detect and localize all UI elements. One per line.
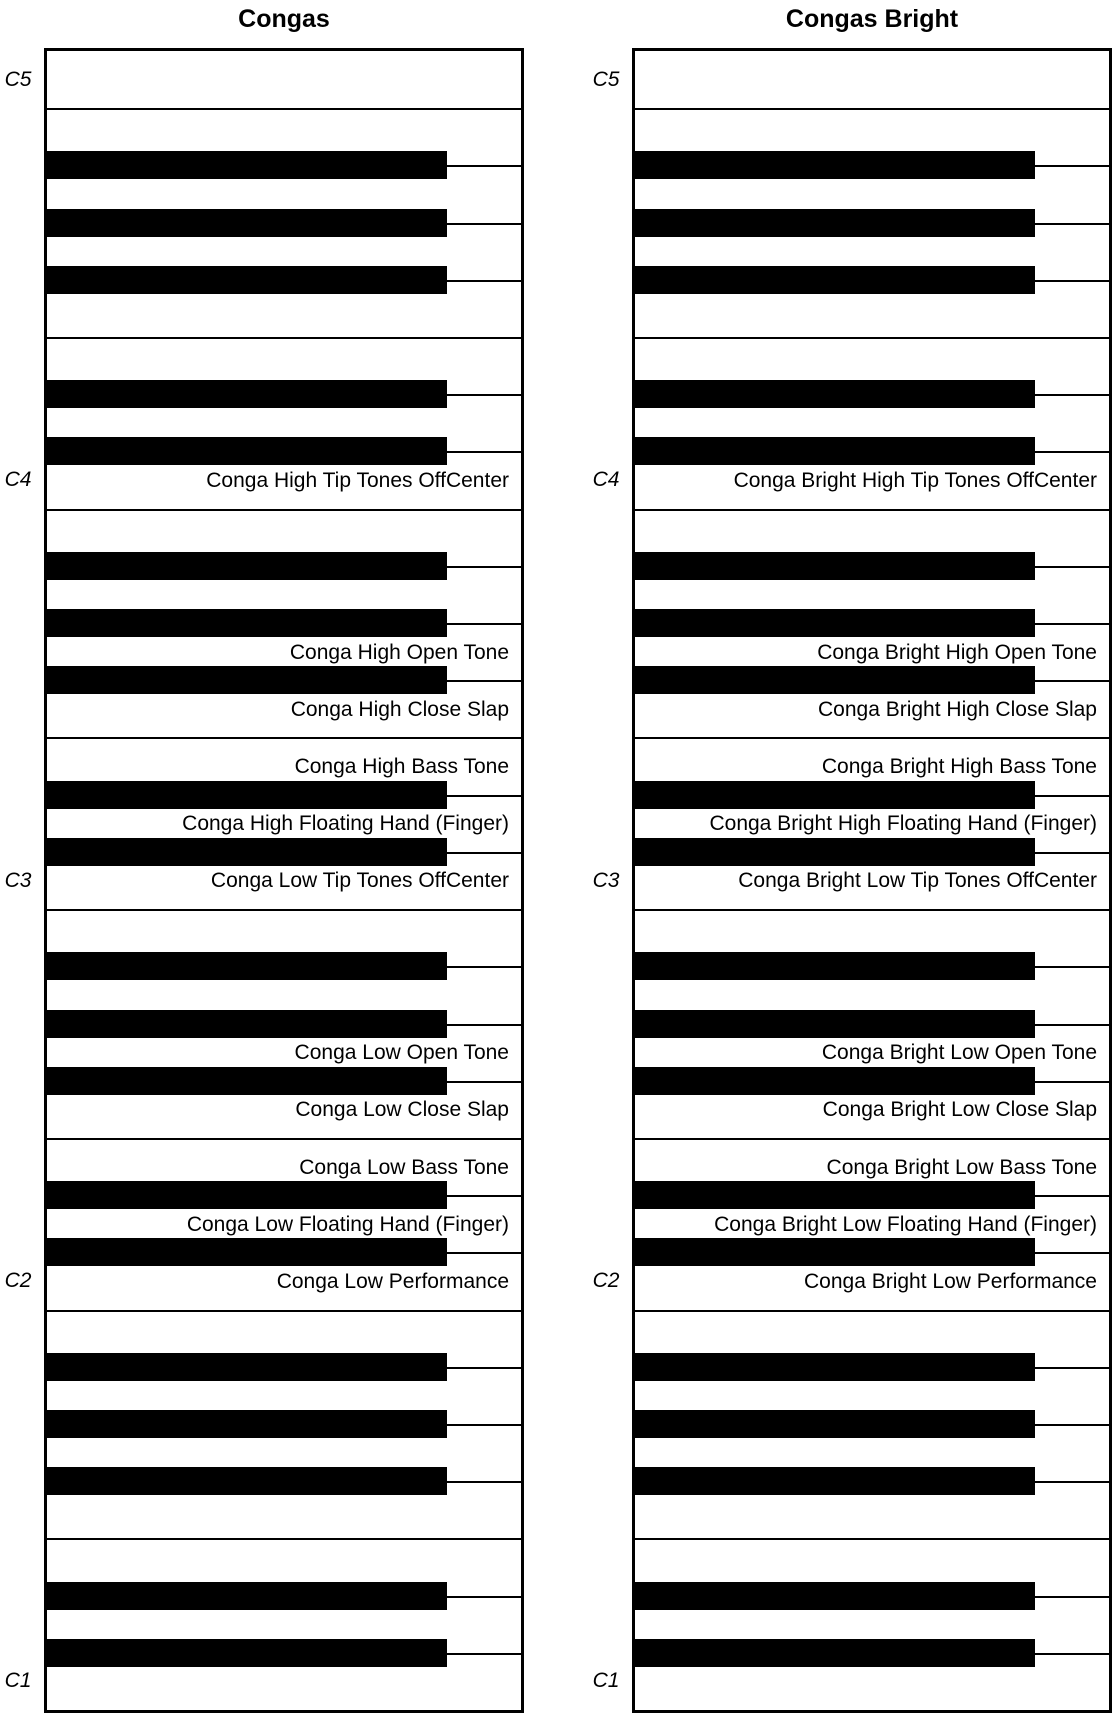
black-key-cs3[interactable] <box>47 838 447 866</box>
white-key-label: Conga High Close Slap <box>290 697 509 721</box>
white-key-label: Conga Bright Low Tip Tones OffCenter <box>738 869 1097 893</box>
white-key-label: Conga Low Open Tone <box>294 1041 509 1065</box>
octave-label: C5 <box>4 67 32 91</box>
panel-title: Congas Bright <box>785 5 959 33</box>
white-key-label: Conga Low Tip Tones OffCenter <box>210 869 509 893</box>
white-key-label: Conga Bright Low Open Tone <box>821 1041 1097 1065</box>
black-key-gs1[interactable] <box>635 1410 1035 1438</box>
black-key-as3[interactable] <box>47 552 447 580</box>
black-key-cs2[interactable] <box>635 1238 1035 1266</box>
octave-label: C4 <box>592 468 620 492</box>
black-key-cs1[interactable] <box>635 1639 1035 1667</box>
octave-label: C4 <box>4 468 32 492</box>
white-key-label: Conga Bright High Tip Tones OffCenter <box>733 469 1097 493</box>
white-key-label: Conga Bright Low Bass Tone <box>826 1155 1097 1179</box>
black-key-cs4[interactable] <box>635 437 1035 465</box>
black-key-fs3[interactable] <box>47 666 447 694</box>
black-key-cs2[interactable] <box>47 1238 447 1266</box>
white-key-label: Conga Bright High Bass Tone <box>821 755 1097 779</box>
white-key-label: Conga Bright High Close Slap <box>818 697 1097 721</box>
white-key-label: Conga Bright Low Performance <box>804 1269 1097 1293</box>
octave-label: C3 <box>592 868 620 892</box>
octave-label: C2 <box>592 1268 620 1292</box>
black-key-gs2[interactable] <box>635 1010 1035 1038</box>
piano-keyboard <box>632 48 1112 1713</box>
white-key-label: Conga Low Performance <box>276 1269 509 1293</box>
black-key-gs4[interactable] <box>635 209 1035 237</box>
black-key-gs4[interactable] <box>47 209 447 237</box>
octave-label: C2 <box>4 1268 32 1292</box>
black-key-as4[interactable] <box>47 151 447 179</box>
white-key-label: Conga High Floating Hand (Finger) <box>182 812 509 836</box>
black-key-ds1[interactable] <box>47 1582 447 1610</box>
black-key-ds2[interactable] <box>47 1181 447 1209</box>
black-key-fs2[interactable] <box>635 1067 1035 1095</box>
octave-label: C5 <box>592 67 620 91</box>
black-key-ds1[interactable] <box>635 1582 1035 1610</box>
black-key-cs3[interactable] <box>635 838 1035 866</box>
black-key-gs3[interactable] <box>635 609 1035 637</box>
octave-label: C1 <box>4 1669 32 1693</box>
black-key-ds3[interactable] <box>635 781 1035 809</box>
white-key-label: Conga Bright High Open Tone <box>817 640 1097 664</box>
black-key-cs4[interactable] <box>47 437 447 465</box>
black-key-fs2[interactable] <box>47 1067 447 1095</box>
black-key-cs1[interactable] <box>47 1639 447 1667</box>
piano-keyboard <box>44 48 524 1713</box>
white-key-c5[interactable] <box>47 51 521 108</box>
black-key-fs1[interactable] <box>47 1467 447 1495</box>
keyboard-panel-right <box>588 0 1115 1718</box>
black-key-gs3[interactable] <box>47 609 447 637</box>
white-key-label: Conga High Open Tone <box>289 640 509 664</box>
black-key-fs3[interactable] <box>635 666 1035 694</box>
black-key-as2[interactable] <box>635 952 1035 980</box>
white-key-label: Conga Low Close Slap <box>295 1098 509 1122</box>
white-key-label: Conga Bright High Floating Hand (Finger) <box>709 812 1097 836</box>
black-key-as1[interactable] <box>635 1353 1035 1381</box>
black-key-ds3[interactable] <box>47 781 447 809</box>
white-key-c5[interactable] <box>635 51 1109 108</box>
white-key-label: Conga Low Floating Hand (Finger) <box>186 1212 509 1236</box>
black-key-as3[interactable] <box>635 552 1035 580</box>
white-key-label: Conga Bright Low Close Slap <box>822 1098 1097 1122</box>
octave-label: C3 <box>4 868 32 892</box>
black-key-as2[interactable] <box>47 952 447 980</box>
black-key-as1[interactable] <box>47 1353 447 1381</box>
black-key-ds2[interactable] <box>635 1181 1035 1209</box>
panel-title: Congas <box>238 5 330 33</box>
black-key-ds4[interactable] <box>47 380 447 408</box>
black-key-gs1[interactable] <box>47 1410 447 1438</box>
white-key-label: Conga Bright Low Floating Hand (Finger) <box>714 1212 1097 1236</box>
black-key-as4[interactable] <box>635 151 1035 179</box>
black-key-fs4[interactable] <box>635 266 1035 294</box>
octave-label: C1 <box>592 1669 620 1693</box>
black-key-ds4[interactable] <box>635 380 1035 408</box>
white-key-label: Conga High Bass Tone <box>294 755 509 779</box>
black-key-fs4[interactable] <box>47 266 447 294</box>
black-key-fs1[interactable] <box>635 1467 1035 1495</box>
black-key-gs2[interactable] <box>47 1010 447 1038</box>
white-key-label: Conga Low Bass Tone <box>299 1155 509 1179</box>
white-key-label: Conga High Tip Tones OffCenter <box>206 469 509 493</box>
